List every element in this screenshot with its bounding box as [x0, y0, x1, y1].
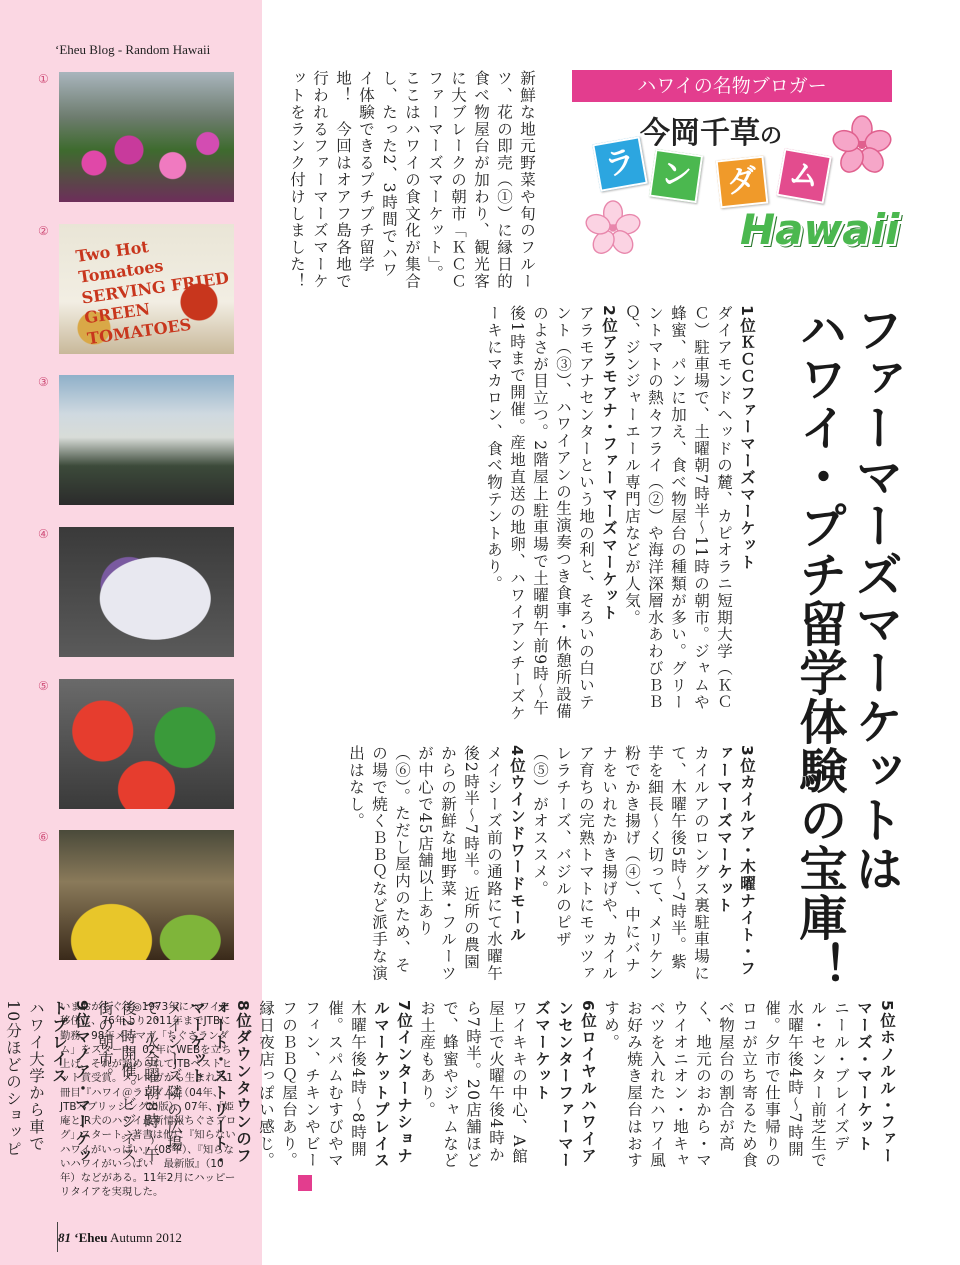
photo-number-4: ④: [38, 527, 49, 541]
section-2-heading: 2位アラモアナ・ファーマーズマーケット: [600, 305, 618, 622]
section-8-heading: 8位ダウンタウンのフォート・ストリート・マーケット: [188, 1000, 252, 1169]
body-block-2: [298, 745, 758, 985]
end-mark-icon: [298, 1175, 312, 1191]
title-banner: ハワイの名物ブロガー: [572, 70, 892, 102]
title-tile-3: ダ: [716, 156, 769, 209]
section-3-body: カイルアのロングス裏駐車場にて、木曜午後5時～7時半。紫芋を細長～く切って、メリケン粉でかき揚げ（④）、中にバナナをいれたかき揚げや、カイルア育ちの完熟トマトにモッツァレラチーズ、バジルのピザ（⑤）がオススメ。: [531, 745, 710, 982]
section-7-heading: 7位インターナショナルマーケットプレイス: [372, 1000, 413, 1169]
body-block-1: [298, 305, 758, 725]
photo-pizzas: [59, 679, 234, 809]
page-number: 81: [58, 1230, 71, 1245]
section-5-heading: 5位ホノルル・ファーマーズ・マーケット: [855, 1000, 896, 1165]
headline-line-2: ハワイ・プチ留学体験の宝庫！: [791, 305, 847, 991]
title-tile-4: ム: [776, 148, 832, 204]
author-title: [640, 108, 782, 152]
photo-fried-green-tomatoes: [59, 224, 234, 354]
title-tile-1: ラ: [592, 136, 648, 192]
section-9-heading: 9位マノア・マーケットプレイス: [50, 1000, 91, 1165]
magazine-name: ‘Eheu: [74, 1230, 108, 1245]
title-hawaii: Hawaii: [740, 205, 900, 254]
photo-sign-text: Two Hot Tomatoes SERVING FRIED GREEN TOMATOES: [74, 236, 230, 349]
section-6-body: ワイキキの中心、A館屋上で火曜午後4時から7時半。20店舗ほどで、蜂蜜やジャムなどお土産もあり。: [418, 1000, 528, 1169]
author-name: 今岡千草: [640, 116, 760, 151]
intro-text: 新鮮な地元野菜や旬のフルーツ、花の即売（①）に縁日的食べ物屋台が加わり、観光客に大ブレークの朝市「ＫＣＣファーマーズマーケット」。ここはハワイの食文化が集合し、たった2、3時間でハワイ体験できるプチプチ留学地！ 今回はオアフ島各地で行われるファーマーズマーケットをランク付けしました！: [288, 70, 536, 290]
section-7-body: 木曜午後4時～8時開催。スパムむすびやマフィン、チキンやビーフのＢＢＱ屋台あり。縁日夜店っぽい感じ。: [257, 1000, 367, 1169]
photo-number-3: ③: [38, 375, 49, 389]
section-4-body: メイシーズ前の通路にて水曜午後2時半～7時半。近所の農園からの新鮮な地野菜・フルーツが中心で45店舗以上あり（⑥）。ただし屋内のため、その場で焼くＢＢＱなど派手な演出はなし。: [347, 745, 503, 982]
section-3-heading: 3位カイルア・木曜ナイト・ファーマーズマーケット: [715, 745, 756, 977]
photo-number-1: ①: [38, 72, 49, 86]
issue-label: Autumn 2012: [110, 1230, 182, 1245]
photo-number-6: ⑥: [38, 830, 49, 844]
photo-number-2: ②: [38, 224, 49, 238]
photo-number-5: ⑤: [38, 679, 49, 693]
section-8-body: メイシーズ隣の広場で、火金曜朝8時～午後2時開催。ビジネス街の朝市。: [96, 1000, 183, 1164]
title-tile-2: ン: [649, 149, 703, 203]
hibiscus-icon: [832, 115, 892, 175]
headline-line-1: ファーマーズマーケットは: [847, 305, 903, 893]
author-bio: いまおかちぐさ◎1973年にハワイに移住し、76年より2011年までJTBに勤務。98年メルマガ「ちぐさランダム」をスタート、02年にWEBを立ち上げ、それが認められてJTBベストヒット賞受賞。メルマガから生まれた1冊目『ハワイ＠ランダム』（04年、JTBパブリッシング出版）、07年、「姫庵とJR犬のハワイ最新情報ちぐさブログ」スタート。著書は他に『知らないハワイがいっぱい』（08年）、『知らないハワイがいっぱい 最新版』（10年）などがある。11年2月にハッピーリタイアを実現した。: [60, 1001, 237, 1199]
section-4-heading: 4位ウインドワードモール: [508, 745, 526, 944]
page-footer: [58, 1230, 182, 1246]
section-1-body: ダイアモンドヘッドの麓、カピオラニ短期大学（ＫＣＣ）駐車場で、土曜朝7時半～11時の朝市。ジャムや蜂蜜、パンに加え、食べ物屋台の種類が多い。グリーントマトの熱々フライ（②）や海洋深層水あわびＢＢＱ、ジンジャーエール専門店などが人気。: [623, 305, 733, 711]
section-6-heading: 6位ロイヤルハワイアンセンターファーマーズマーケット: [533, 1000, 597, 1169]
section-1-heading: 1位ＫＣＣファーマーズマーケット: [738, 305, 756, 571]
section-9-body: ハワイ大学から車で10分ほどのショッピ: [4, 1000, 45, 1158]
photo-purple-fritters: [59, 527, 234, 657]
section-5-body: ニール・ブレイズデル・センター前芝生で水曜午後4時～7時開催。夕市で仕事帰りのロコが立ち寄るため食べ物屋台の割合が高く、地元のおから・マウイオニオン・地キャベツを入れたハワイ風お好み焼き屋台はおすすめ。: [602, 1000, 850, 1169]
blog-name: ‘Eheu Blog - Random Hawaii: [55, 42, 211, 57]
photo-orchids: [59, 72, 234, 202]
hibiscus-small-icon: [585, 200, 641, 256]
photo-produce-stall: [59, 830, 234, 960]
author-particle: の: [760, 124, 783, 149]
section-2-body: アラモアナセンターという地の利と、そろいの白いテント（③）、ハワイアンの生演奏つき食事・休憩所設備のよさが目立つ。2階屋上駐車場で土曜朝午前9時～午後1時まで開催。産地直送の地卵、ハワイアンチーズケーキにマカロン、食べ物テントあり。: [485, 305, 595, 722]
photo-market-tents: [59, 375, 234, 505]
